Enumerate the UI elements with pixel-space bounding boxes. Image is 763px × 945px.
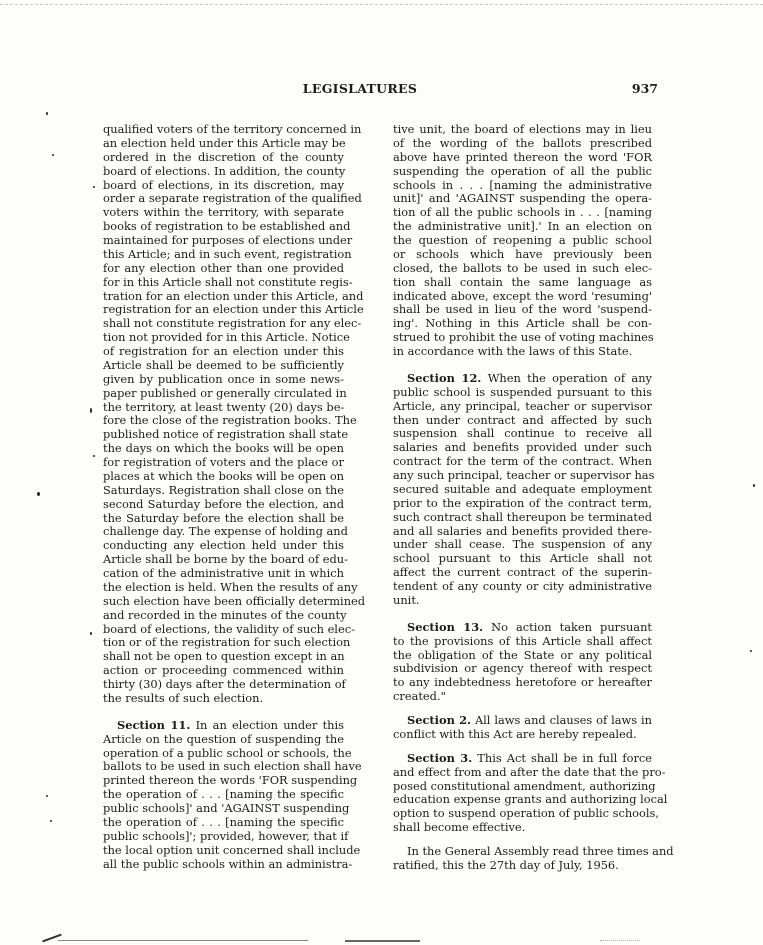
section-heading: Section 2. <box>407 713 472 727</box>
scan-speck <box>46 112 48 115</box>
text-line: ratified, this the 27th day of July, 1956. <box>393 857 619 872</box>
page-number: 937 <box>631 81 658 96</box>
text-line: the question of reopening a public school <box>393 233 652 247</box>
text-line: option to suspend operation of public schools, <box>393 806 659 821</box>
text-line: and recorded in the minutes of the county <box>103 607 347 622</box>
section-13-paragraph <box>393 621 652 704</box>
text-line: registration for an election under this Article <box>103 302 364 317</box>
section-first-line <box>393 621 652 635</box>
article-paragraph <box>103 122 366 706</box>
scan-speck <box>90 408 92 413</box>
ratification-paragraph <box>393 844 674 873</box>
section-heading: Section 11. <box>117 717 191 732</box>
text-line: challenge day. The expense of holding and <box>103 524 348 539</box>
section-heading: Section 13. <box>407 619 484 634</box>
scan-top-edge <box>0 4 763 5</box>
text-line: the obligation of the State or any political <box>393 647 652 662</box>
scan-speck <box>90 632 92 635</box>
text-line: shall become effective. <box>393 820 526 835</box>
text-line: for registration of voters and the place or <box>103 455 344 469</box>
text-line: books of registration to be established and <box>103 219 351 234</box>
text-line: indicated above, except the word 'resuming' <box>393 288 652 303</box>
text-line: posed constitutional amendment, authorizing <box>393 778 656 793</box>
text-line: subdivision or agency thereof with respect <box>393 661 652 676</box>
text-line: an election held under this Article may be <box>103 135 346 150</box>
scan-bottom-line <box>58 940 308 941</box>
text-line: Article shall be deemed to be sufficiently <box>103 357 344 372</box>
text-line: the operation of . . . [naming the specific <box>103 787 344 802</box>
text-line: tion or of the registration for such election <box>103 635 351 650</box>
text-line: qualified voters of the territory concerned in <box>103 122 362 136</box>
section-first-line-text: All laws and clauses of laws in <box>474 713 652 727</box>
text-line: cation of the administrative unit in which <box>103 566 344 580</box>
text-line: and effect from and after the date that the pro- <box>393 764 666 779</box>
text-line: In the General Assembly read three times and <box>407 844 674 858</box>
text-line: public schools]' and 'AGAINST suspending <box>103 801 350 815</box>
text-line: board of elections, the validity of such elec- <box>103 621 355 636</box>
text-line: and all salaries and benefits provided there- <box>393 523 652 538</box>
text-line: shall be used in lieu of the word 'suspend- <box>393 302 652 317</box>
text-line: paper published or generally circulated in <box>103 385 347 400</box>
text-line: thirty (30) days after the determination of <box>103 677 346 691</box>
text-line: any such principal, teacher or supervisor has <box>393 468 655 482</box>
text-line: ordered in the discretion of the county <box>103 149 344 164</box>
section-heading: Section 3. <box>407 750 473 765</box>
text-line: for any election other than one provided <box>103 260 344 275</box>
text-line: published notice of registration shall state <box>103 427 349 442</box>
left-text-column <box>103 122 366 871</box>
scan-speck <box>50 820 52 822</box>
text-line: created." <box>393 689 446 704</box>
section-first-line <box>393 752 652 766</box>
text-line: the Saturday before the election shall be <box>103 510 344 525</box>
text-line: tendent of any county or city administrative <box>393 579 652 593</box>
section-11-paragraph <box>103 717 362 872</box>
right-text-column <box>393 122 674 873</box>
section-11-continued <box>393 123 652 359</box>
text-line: of the wording of the ballots prescribed <box>393 135 652 150</box>
text-line: the election is held. When the results of any <box>103 579 358 594</box>
text-line: fore the close of the registration books. The <box>103 413 357 428</box>
scan-speck <box>753 484 755 487</box>
text-line: unit]' and 'AGAINST suspending the opera- <box>393 191 652 206</box>
section-first-line <box>393 372 652 386</box>
text-line: prior to the expiration of the contract term, <box>393 495 652 510</box>
section-first-line <box>393 714 652 728</box>
text-line: Article shall be borne by the board of edu- <box>103 552 348 567</box>
text-line: Article on the question of suspending the <box>103 731 344 746</box>
section-first-line-text: When the operation of any <box>487 370 652 385</box>
text-line: order a separate registration of the qualified <box>103 191 362 206</box>
text-line: conflict with this Act are hereby repealed. <box>393 726 637 741</box>
section-heading: Section 12. <box>407 370 482 385</box>
text-line: voters within the territory, with separate <box>103 205 344 220</box>
scan-bottom-stroke <box>42 934 61 943</box>
text-line: secured suitable and adequate employment <box>393 481 652 496</box>
text-line: unit. <box>393 592 420 607</box>
text-line: affect the current contract of the superin- <box>393 565 652 580</box>
text-line: shall not be open to question except in an <box>103 649 345 664</box>
text-line: such election have been officially determined <box>103 593 366 608</box>
text-line: such contract shall thereupon be terminated <box>393 509 652 524</box>
text-line: shall not constitute registration for any elec- <box>103 316 362 331</box>
text-line: contract for the term of the contract. When <box>393 454 652 469</box>
scan-bottom-line <box>600 940 640 941</box>
text-line: board of elections. In addition, the county <box>103 163 346 178</box>
text-line: Saturdays. Registration shall close on the <box>103 482 344 497</box>
section-2-paragraph <box>393 714 652 742</box>
text-line: education expense grants and authorizing local <box>393 792 668 807</box>
section-first-line-text: No action taken pursuant <box>491 619 652 634</box>
text-line: places at which the books will be open on <box>103 468 345 483</box>
text-line: public school is suspended pursuant to this <box>393 384 652 399</box>
text-line: in accordance with the laws of this State. <box>393 344 633 358</box>
text-line: then under contract and affected by such <box>393 412 652 427</box>
text-line: under shall cease. The suspension of any <box>393 537 652 552</box>
text-line: second Saturday before the election, and <box>103 496 344 511</box>
text-line: suspending the operation of all the public <box>393 163 652 178</box>
text-line: suspension shall continue to receive all <box>393 426 652 441</box>
text-line: maintained for purposes of elections under <box>103 233 353 247</box>
text-line: the administrative unit].' In an election on <box>393 219 652 234</box>
scan-bottom-line <box>345 940 420 942</box>
section-first-line-text: This Act shall be in full force <box>477 750 653 765</box>
text-line: ballots to be used in such election shall have <box>103 759 362 774</box>
text-line: salaries and benefits provided under such <box>393 440 652 455</box>
text-line: the days on which the books will be open <box>103 441 344 456</box>
scan-speck <box>46 795 48 797</box>
running-header-title: LEGISLATURES <box>302 81 418 96</box>
text-line: tration for an election under this Article, and <box>103 288 364 303</box>
text-line: schools in . . . [naming the administrative <box>393 177 652 192</box>
text-line: conducting any election held under this <box>103 538 344 553</box>
section-3-paragraph <box>393 750 668 835</box>
text-line: operation of a public school or schools, the <box>103 745 352 760</box>
section-12-paragraph <box>393 370 655 608</box>
scan-speck <box>37 492 40 496</box>
text-line: the results of such election. <box>103 690 264 705</box>
text-line: printed thereon the words 'FOR suspending <box>103 773 358 788</box>
text-line: tion not provided for in this Article. Notice <box>103 330 350 345</box>
text-line: the territory, at least twenty (20) days be- <box>103 399 345 414</box>
text-line: closed, the ballots to be used in such elec- <box>393 260 652 275</box>
text-line: to the provisions of this Article shall affect <box>393 633 652 648</box>
text-line: tive unit, the board of elections may in lieu <box>393 122 652 136</box>
text-line: above have printed thereon the word 'FOR <box>393 149 652 164</box>
text-line: all the public schools within an administra- <box>103 856 353 871</box>
text-line: to any indebtedness heretofore or hereafter <box>393 675 652 690</box>
text-line: strued to prohibit the use of voting machines <box>393 330 654 345</box>
scan-speck <box>750 650 752 652</box>
text-line: school pursuant to this Article shall not <box>393 551 652 566</box>
scan-speck <box>52 154 54 156</box>
section-first-line <box>103 719 344 733</box>
text-line: ing'. Nothing in this Article shall be con- <box>393 316 652 331</box>
text-line: for in this Article shall not constitute regis- <box>103 274 353 289</box>
text-line: this Article; and in such event, registration <box>103 246 352 261</box>
scan-speck <box>93 455 95 457</box>
section-first-line-text: In an election under this <box>195 717 344 732</box>
text-line: action or proceeding commenced within <box>103 663 344 678</box>
text-line: of registration for an election under this <box>103 344 344 358</box>
text-line: Article, any principal, teacher or supervisor <box>393 398 652 413</box>
text-line: tion of all the public schools in . . . [naming <box>393 205 652 220</box>
scan-speck <box>93 186 95 188</box>
text-line: board of elections, in its discretion, may <box>103 177 344 192</box>
text-line: public schools]'; provided, however, that if <box>103 828 349 843</box>
text-line: or schools which have previously been <box>393 246 652 261</box>
text-line: given by publication once in some news- <box>103 371 344 386</box>
text-line: the operation of . . . [naming the specific <box>103 814 344 829</box>
text-line: the local option unit concerned shall include <box>103 842 361 857</box>
text-line: tion shall contain the same language as <box>393 274 652 289</box>
